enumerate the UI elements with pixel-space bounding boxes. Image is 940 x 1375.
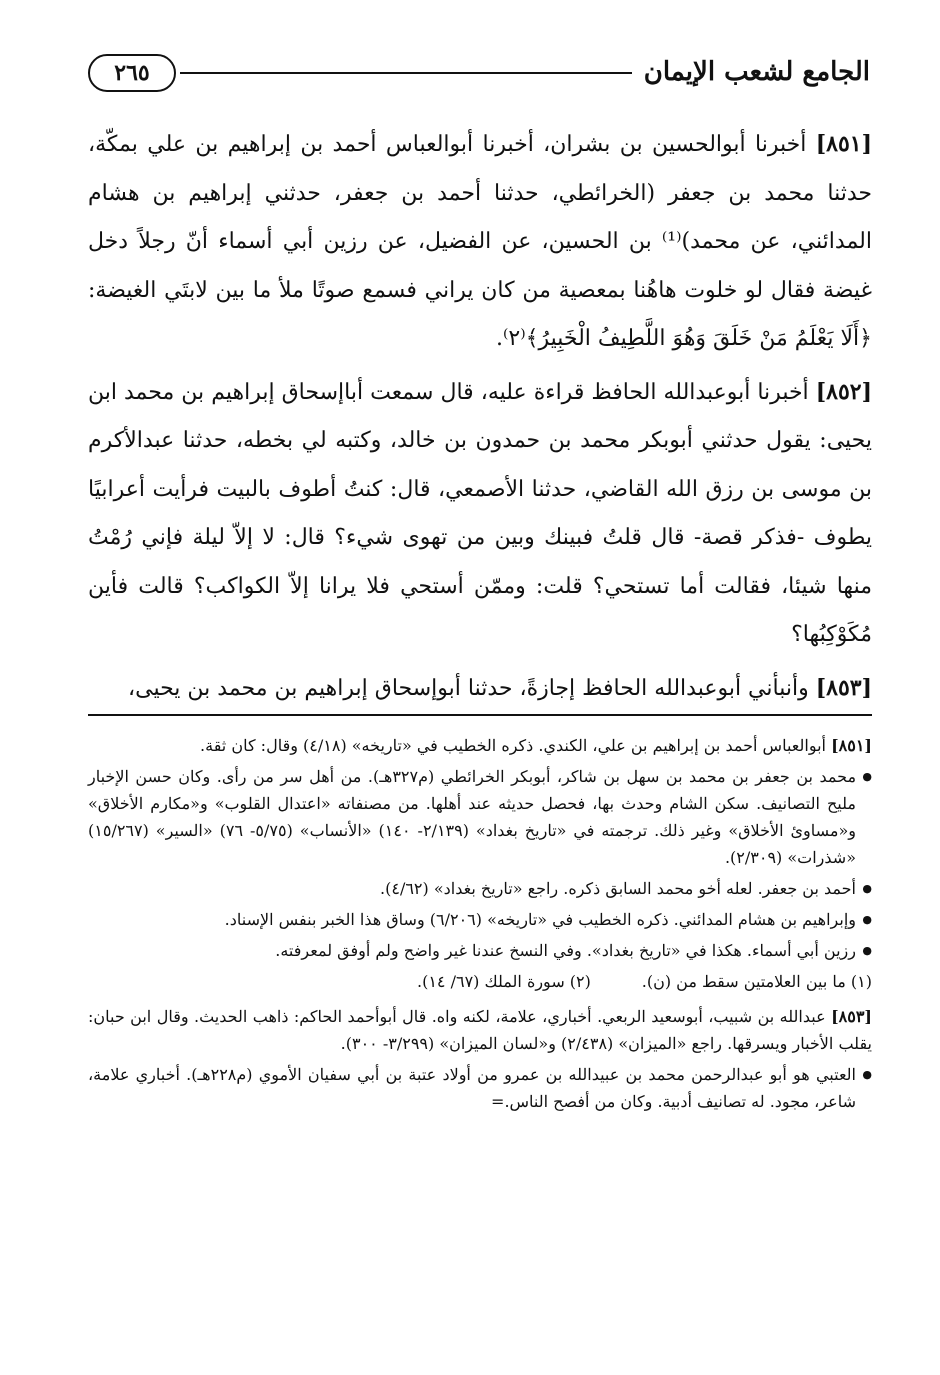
note-number: [٨٥١] [831, 736, 872, 755]
page-number: ٢٦٥ [88, 54, 176, 92]
hadith-851 [88, 120, 872, 364]
book-title: الجامع لشعب الإيمان [632, 50, 870, 94]
header-rule [180, 72, 660, 74]
note-bullet: ● أحمد بن جعفر. لعله أخو محمد السابق ذكره. راجع «تاريخ بغداد» (٤/٦٢). [88, 875, 872, 902]
note-text: أبوالعباس أحمد بن إبراهيم بن علي، الكندي. ذكره الخطيب في «تاريخه» (٤/١٨) وقال: كان ثقة. [200, 736, 832, 755]
footnote-divider [88, 714, 872, 716]
hadith-text: أخبرنا أبوالحسين بن بشران، أخبرنا أبوالعباس أحمد بن إبراهيم بن علي بمكّة، حدثنا محمد بن جعفر (الخرائطي، حدثنا أحمد بن جعفر، حدثني إبراهيم بن هشام المدائني، عن محمد)⁽¹⁾ بن الحسين، عن الفضيل، عن رزين أبي أسماء أنّ رجلاً دخل غيضة فقال لو خلوت هاهُنا بمعصية من كان يراني فسمع صوتًا ملأ ما بين لابتَي الغيضة: ﴿أَلَا يَعْلَمُ مَنْ خَلَقَ وَهُوَ اللَّطِيفُ الْخَبِيرُ﴾⁽٢⁾. [88, 132, 872, 351]
note-bullet: ● وإبراهيم بن هشام المدائني. ذكره الخطيب في «تاريخه» (٦/٢٠٦) وساق هذا الخبر بنفس الإسناد. [88, 906, 872, 933]
note-text: عبدالله بن شبيب، أبوسعيد الربعي. أخباري، علامة، لكنه واه. قال أبوأحمد الحاكم: ذاهب الحديث. وقال ابن حبان: يقلب الأخبار ويسرقها. راجع «الميزان» (٢/٤٣٨) و«لسان الميزان» (٣/٢٩٩- ٣٠٠). [88, 1007, 872, 1053]
footnotes [88, 732, 872, 1119]
hadith-852 [88, 368, 872, 660]
page-header [88, 50, 870, 102]
note-853 [88, 1003, 872, 1057]
hadith-853 [88, 664, 872, 714]
note-number: [٨٥٣] [831, 1007, 872, 1026]
hadith-text: وأنبأني أبوعبدالله الحافظ إجازةً، حدثنا أبوإسحاق إبراهيم بن محمد بن يحيى، [128, 675, 816, 701]
note-bullet: ● محمد بن جعفر بن محمد بن سهل بن شاكر، أبوبكر الخرائطي (م٣٢٧هـ). من أهل سر من رأى. وكان حسن الإخبار مليح التصانيف. سكن الشام وحدث بها، فحصل حديثه عند أهلها. من مصنفاته «اعتدال القلوب» و«مكارم الأخلاق» و«مساوئ الأخلاق» وغير ذلك. ترجمته في «تاريخ بغداد» (٢/١٣٩- ١٤٠) «الأنساب» (٥/٧٥- ٧٦) «السير» (١٥/٢٦٧) «شذرات» (٢/٣٠٩). [88, 763, 872, 871]
hadith-text: أخبرنا أبوعبدالله الحافظ قراءة عليه، قال سمعت أباإسحاق إبراهيم بن محمد ابن يحيى: يقول حدثني أبوبكر محمد بن حمدون بن خالد، وكتبه لي بخطه، حدثنا عبدالأكرم بن موسى بن رزق الله القاضي، حدثنا الأصمعي، قال: كنتُ أطوف بالبيت فرأيت أعرابيًا يطوف -فذكر قصة- قال قلتُ فبينك وبين من تهوى شيء؟ قال: لا إلاّ ليلة فإني رُمْتُ منها شيئا، فقالت أما تستحي؟ قلت: وممّن أستحي فلا يرانا إلاّ الكواكب؟ قالت فأين مُكَوْكِبُها؟ [88, 379, 872, 647]
note-bullet: ● العتبي هو أبو عبدالرحمن محمد بن عبيدالله بن عمرو من أولاد عتبة بن أبي سفيان الأموي (م٢٢٨هـ). أخباري علامة، شاعر، مجود. له تصانيف أدبية. وكان من أفصح الناس.= [88, 1061, 872, 1115]
main-text [88, 120, 872, 717]
hadith-number: [٨٥٢] [815, 378, 872, 405]
note-bullet: ● رزين أبي أسماء. هكذا في «تاريخ بغداد». وفي النسخ عندنا غير واضح ولم أوفق لمعرفته. [88, 937, 872, 964]
note-851 [88, 732, 872, 759]
footnote-refs: (١) ما بين العلامتين سقط من (ن). (٢) سورة الملك (٦٧/ ١٤). [416, 972, 872, 991]
hadith-number: [٨٥٣] [815, 674, 872, 701]
hadith-number: [٨٥١] [815, 131, 872, 157]
